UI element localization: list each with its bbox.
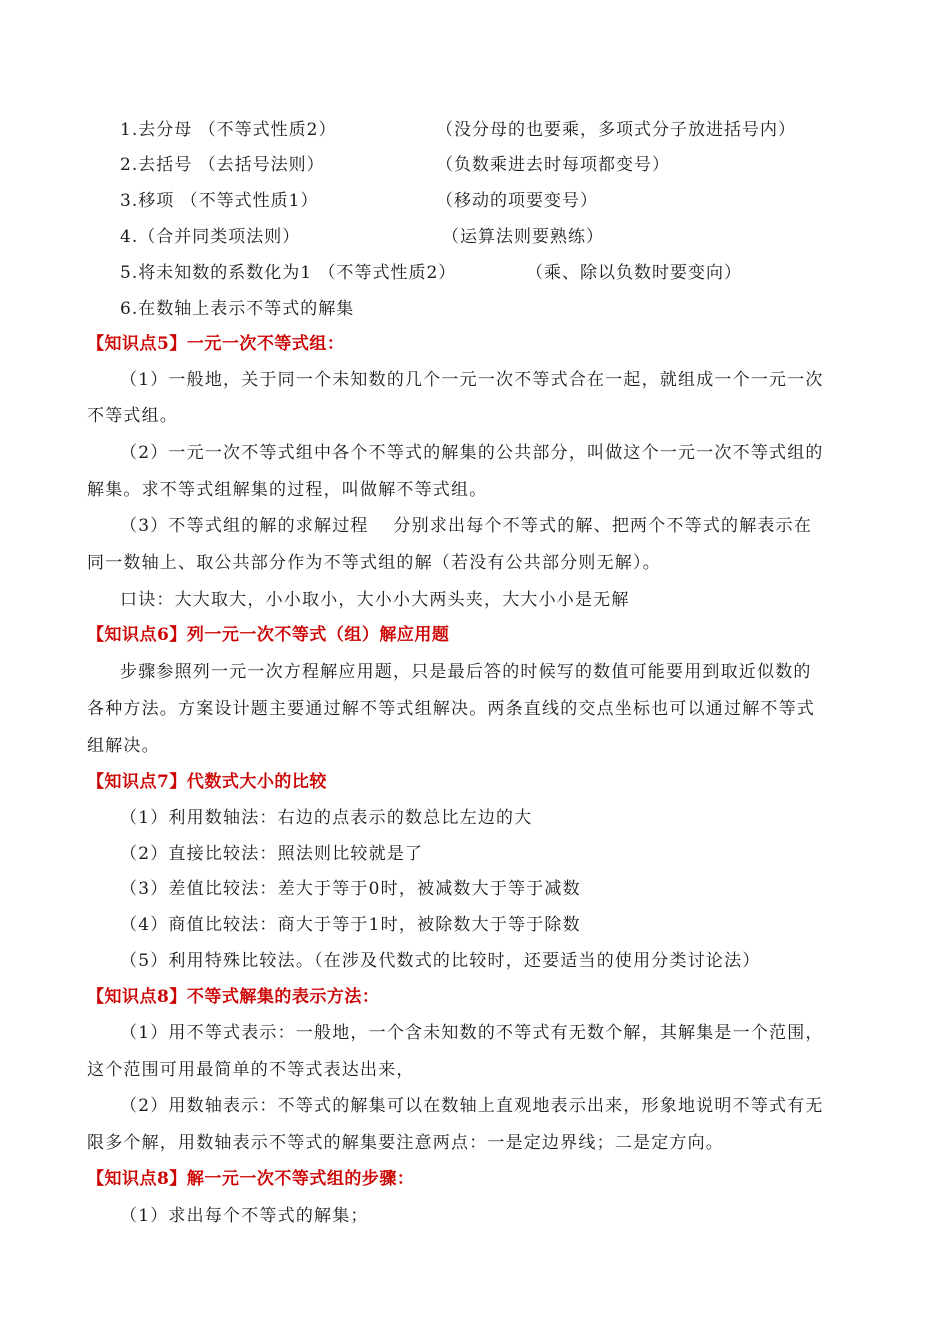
kp7-item-5: （5）利用特殊比较法。（在涉及代数式的比较时，还要适当的使用分类讨论法） bbox=[120, 951, 761, 971]
kp8a-p2-line1: （2）用数轴表示：不等式的解集可以在数轴上直观地表示出来，形象地说明不等式有无 bbox=[120, 1096, 824, 1116]
kp7-item-1: （1）利用数轴法：右边的点表示的数总比左边的大 bbox=[120, 808, 533, 828]
step-5-note: （乘、除以负数时要变向） bbox=[526, 263, 742, 283]
step-6-main: 6.在数轴上表示不等式的解集 bbox=[120, 299, 355, 319]
kp6-line3: 组解决。 bbox=[87, 736, 160, 756]
kp5-mnemonic: 口诀：大大取大，小小取小，大小小大两头夹，大大小小是无解 bbox=[120, 590, 630, 610]
step-4-note: （运算法则要熟练） bbox=[442, 227, 604, 247]
kp7-item-3: （3）差值比较法：差大于等于0时，被减数大于等于减数 bbox=[120, 879, 581, 899]
kp6-heading: 【知识点6】列一元一次不等式（组）解应用题 bbox=[87, 625, 450, 645]
kp8a-p1-line2: 这个范围可用最简单的不等式表达出来， bbox=[87, 1060, 415, 1080]
kp5-p2-line1: （2）一元一次不等式组中各个不等式的解集的公共部分，叫做这个一元一次不等式组的 bbox=[120, 443, 824, 463]
kp8b-heading: 【知识点8】解一元一次不等式组的步骤： bbox=[87, 1169, 415, 1189]
kp6-line2: 各种方法。方案设计题主要通过解不等式组解决。两条直线的交点坐标也可以通过解不等式 bbox=[87, 699, 815, 719]
kp5-heading: 【知识点5】一元一次不等式组： bbox=[87, 334, 345, 354]
kp8a-heading: 【知识点8】不等式解集的表示方法： bbox=[87, 987, 380, 1007]
kp5-p1-line1: （1）一般地，关于同一个未知数的几个一元一次不等式合在一起，就组成一个一元一次 bbox=[120, 370, 824, 390]
step-2-main: 2.去括号 （去括号法则） bbox=[120, 155, 325, 175]
kp6-line1: 步骤参照列一元一次方程解应用题，只是最后答的时候写的数值可能要用到取近似数的 bbox=[120, 662, 812, 682]
kp8a-p2-line2: 限多个解，用数轴表示不等式的解集要注意两点：一是定边界线；二是定方向。 bbox=[87, 1133, 724, 1153]
step-4-main: 4.（合并同类项法则） bbox=[120, 227, 301, 247]
step-3-main: 3.移项 （不等式性质1） bbox=[120, 191, 319, 211]
step-2-note: （负数乘进去时每项都变号） bbox=[436, 155, 670, 175]
kp5-p1-line2: 不等式组。 bbox=[87, 406, 178, 426]
kp5-p3-line1: （3）不等式组的解的求解过程 分别求出每个不等式的解、把两个不等式的解表示在 bbox=[120, 516, 813, 536]
step-1-note: （没分母的也要乘，多项式分子放进括号内） bbox=[436, 120, 796, 140]
kp8a-p1-line1: （1）用不等式表示：一般地，一个含未知数的不等式有无数个解，其解集是一个范围， bbox=[120, 1023, 824, 1043]
kp8b-item-1: （1）求出每个不等式的解集； bbox=[120, 1206, 369, 1226]
kp7-heading: 【知识点7】代数式大小的比较 bbox=[87, 772, 327, 792]
kp7-item-4: （4）商值比较法：商大于等于1时，被除数大于等于除数 bbox=[120, 915, 581, 935]
kp7-item-2: （2）直接比较法：照法则比较就是了 bbox=[120, 844, 424, 864]
step-1-main: 1.去分母 （不等式性质2） bbox=[120, 120, 337, 140]
kp5-p2-line2: 解集。求不等式组解集的过程，叫做解不等式组。 bbox=[87, 480, 488, 500]
step-3-note: （移动的项要变号） bbox=[436, 191, 598, 211]
step-5-main: 5.将未知数的系数化为1 （不等式性质2） bbox=[120, 263, 457, 283]
kp5-p3-line2: 同一数轴上、取公共部分作为不等式组的解（若没有公共部分则无解）。 bbox=[87, 553, 661, 573]
